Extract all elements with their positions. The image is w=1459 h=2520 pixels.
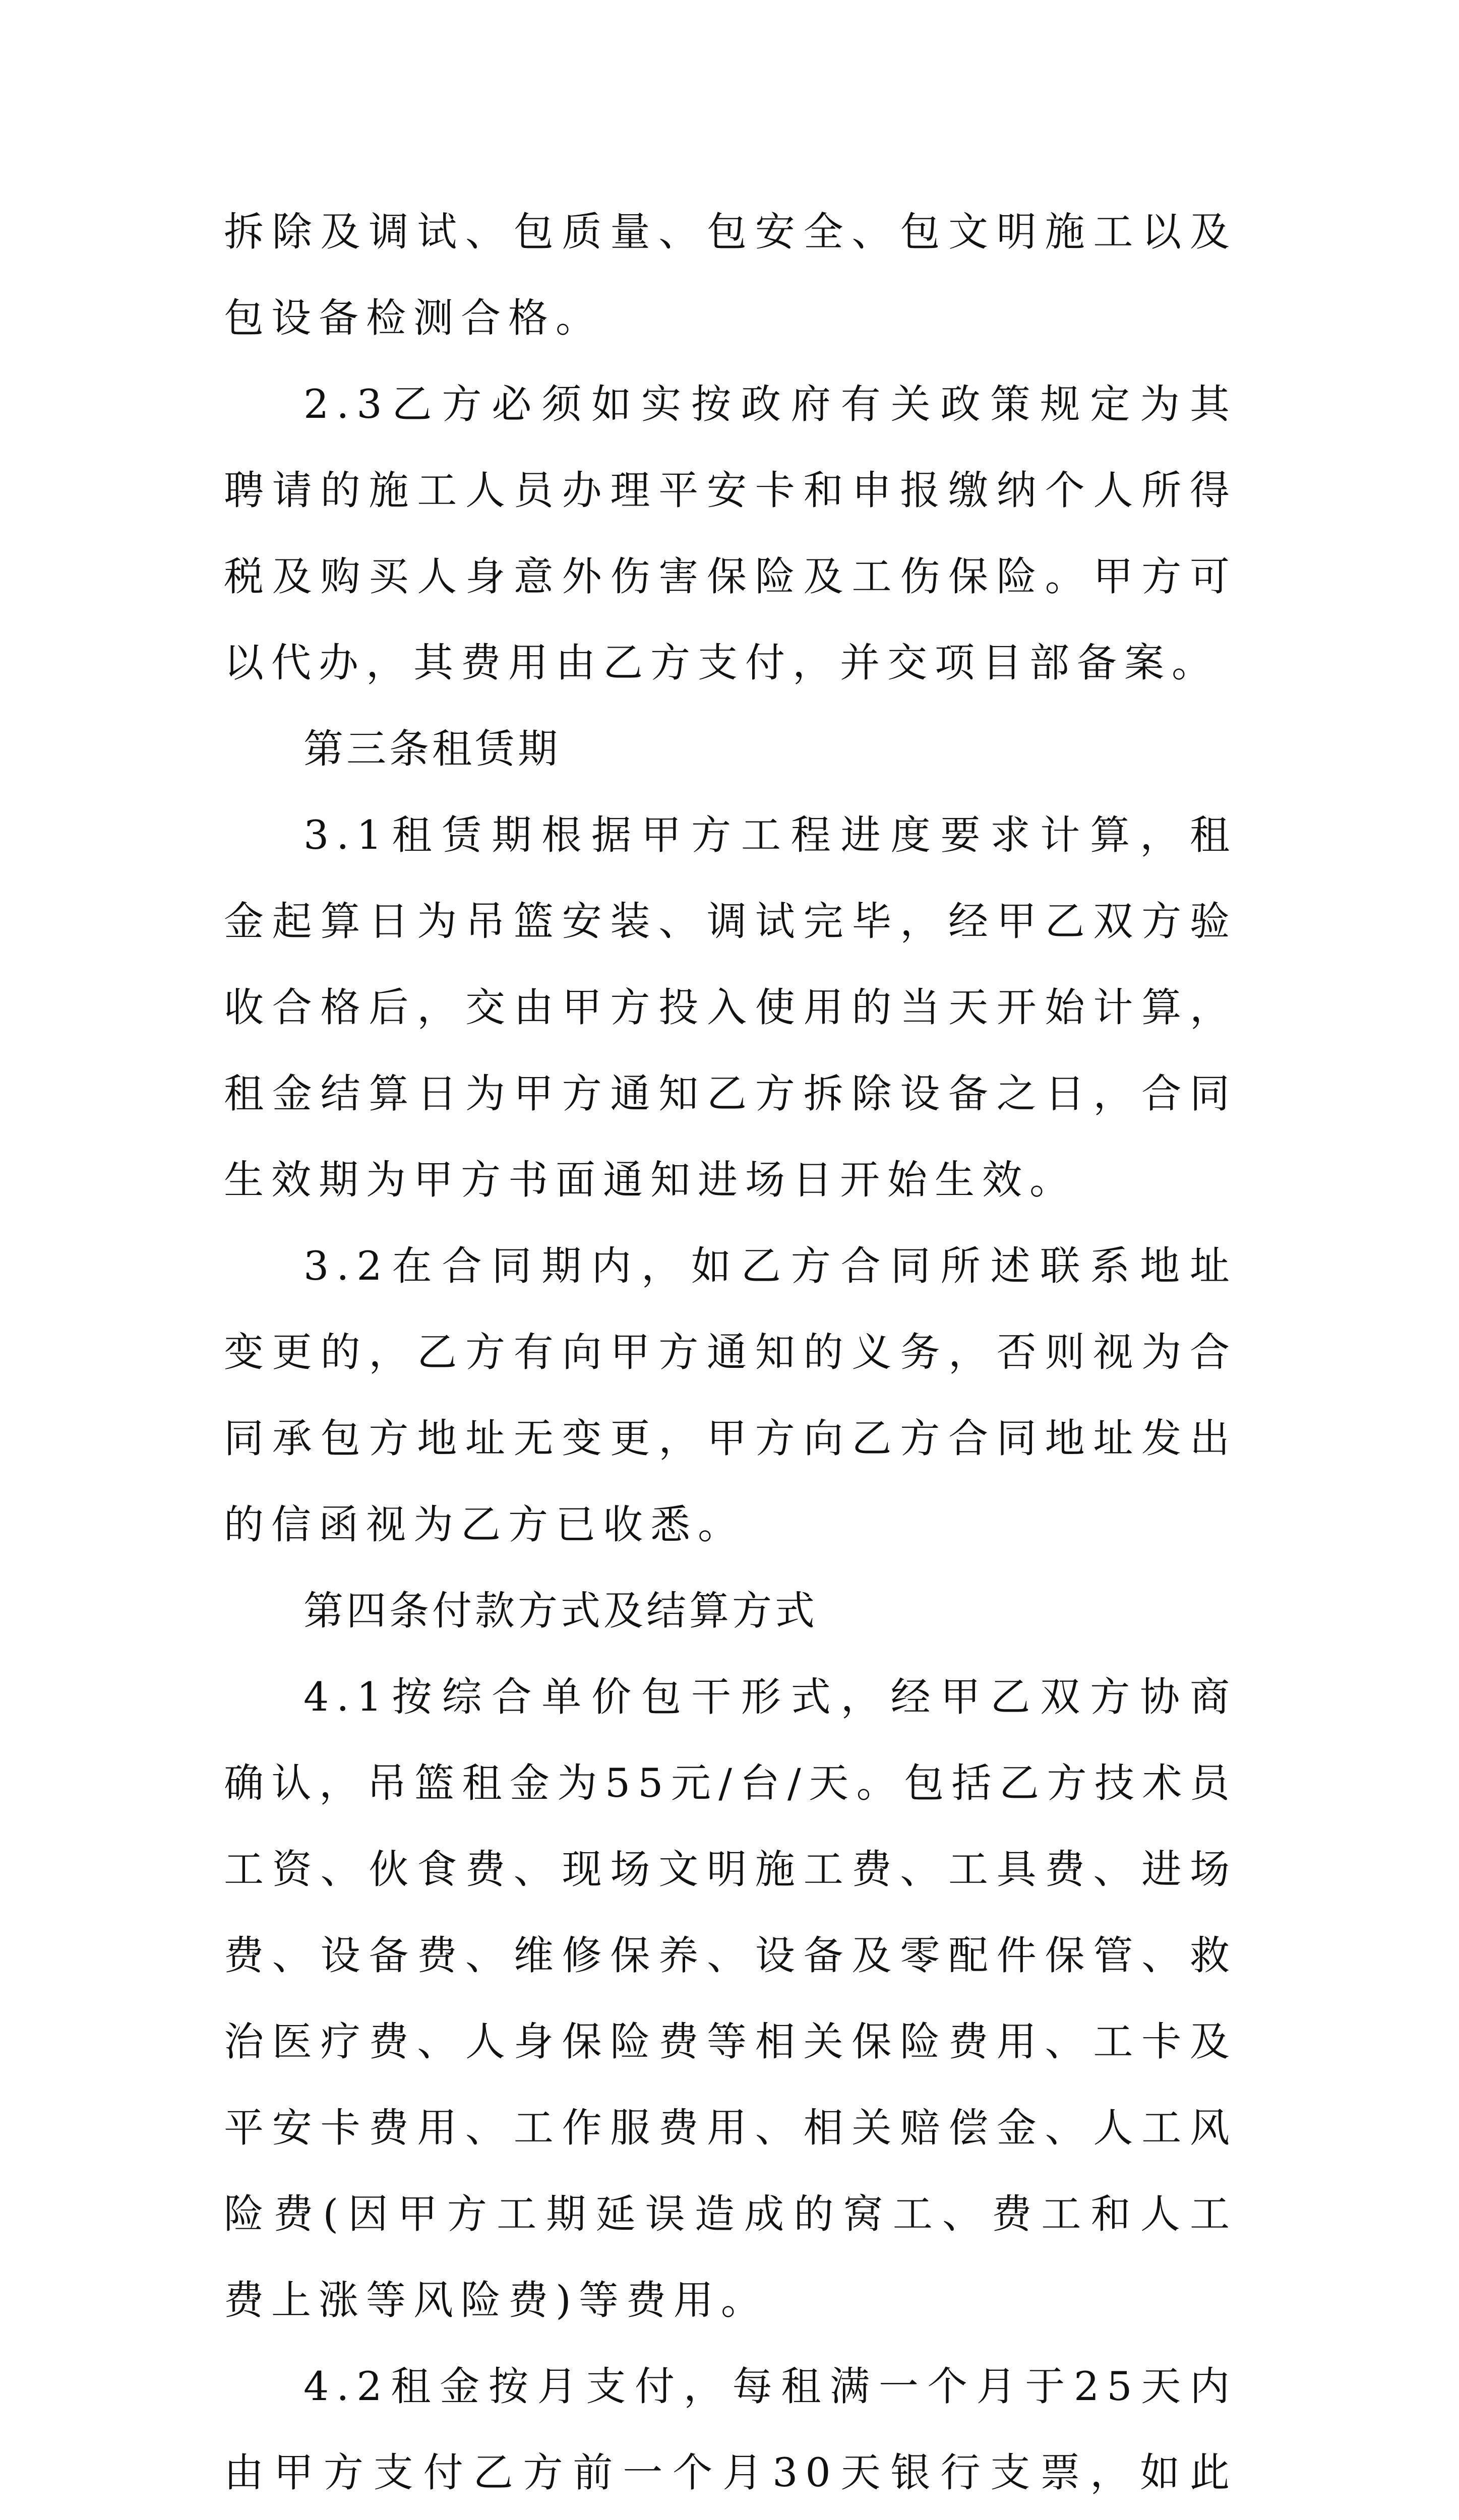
paragraph-continued: 拆除及调试、包质量、包安全、包文明施工以及包设备检测合格。 (224, 209, 1237, 341)
paragraph-2-3: 2.3乙方必须如实按政府有关政策规定为其聘请的施工人员办理平安卡和申报缴纳个人所得税及购买人身意外伤害保险及工伤保险。甲方可以代办，其费用由乙方支付，并交项目部备案。 (224, 381, 1237, 686)
paragraph-4-2: 4.2租金按月支付，每租满一个月于25天内由甲方支付乙方前一个月30天银行支票，如此 (224, 2363, 1237, 2496)
document-body (224, 189, 1237, 2520)
paragraph-4-1: 4.1按综合单价包干形式，经甲乙双方协商确认，吊篮租金为55元/台/天。包括乙方技术员工资、伙食费、现场文明施工费、工具费、进场费、设备费、维修保养、设备及零配件保管、救治医疗费、人身保险费等相关保险费用、工卡及平安卡费用、工作服费用、相关赔偿金、人工风险费(因甲方工期延误造成的窝工、费工和人工费上涨等风险费)等费用。 (224, 1674, 1237, 2323)
section-heading-3: 第三条租赁期 (303, 726, 561, 772)
paragraph-3-2: 3.2在合同期内，如乙方合同所述联系地址变更的，乙方有向甲方通知的义务，否则视为合同承包方地址无变更，甲方向乙方合同地址发出的信函视为乙方已收悉。 (224, 1243, 1237, 1548)
paragraph-3-1: 3.1租赁期根据甲方工程进度要求计算，租金起算日为吊篮安装、调试完毕，经甲乙双方验收合格后，交由甲方投入使用的当天开始计算，租金结算日为甲方通知乙方拆除设备之日，合同生效期为甲方书面通知进场日开始生效。 (224, 812, 1237, 1203)
section-heading-4: 第四条付款方式及结算方式 (303, 1588, 818, 1634)
